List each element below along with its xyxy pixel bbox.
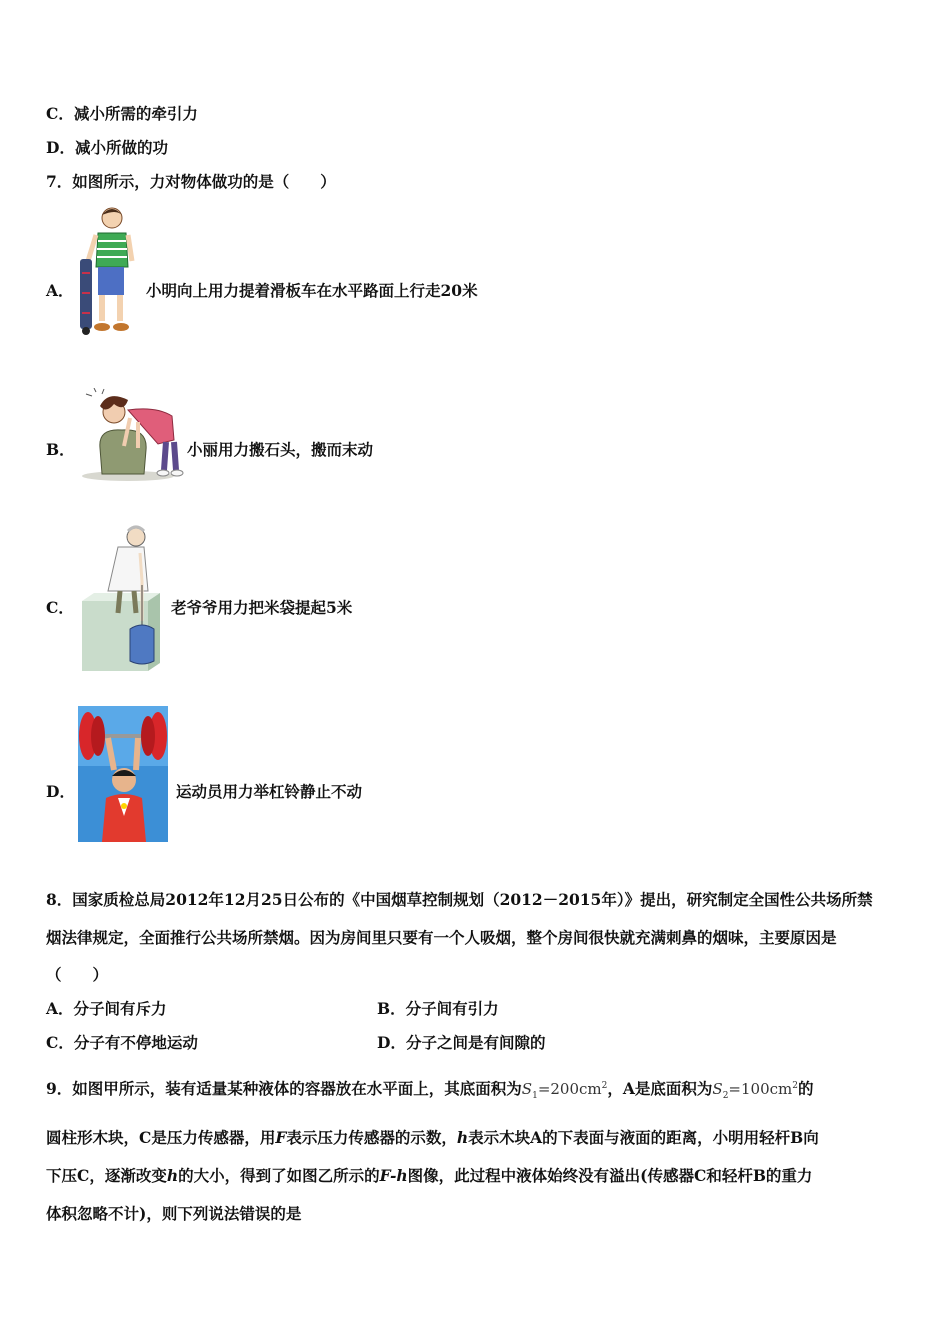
q9-line3-text-b: 的大小，得到了如图乙所示的 — [178, 1166, 380, 1185]
q9-line1 — [46, 1077, 814, 1101]
prev-option-c: C．减小所需的牵引力 — [46, 104, 198, 123]
q8-option-c: C．分子有不停地运动 — [46, 1033, 198, 1052]
q8-option-a: A．分子间有斥力 — [46, 999, 167, 1018]
q9-line2-text-a: 圆柱形木块，C是压力传感器，用 — [46, 1128, 276, 1147]
weightlifter-image — [78, 706, 168, 842]
s1-symbol: S — [521, 1080, 533, 1098]
q9-line4: 体积忽略不计)，则下列说法错误的是 — [46, 1204, 302, 1223]
s2-superscript: 2 — [792, 1081, 798, 1091]
var-F: F — [275, 1128, 287, 1147]
q8-option-b: B．分子间有引力 — [377, 999, 499, 1018]
boy-with-scooter-image — [78, 203, 140, 343]
q9-line2-text-c: 表示木块A的下表面与液面的距离，小明用轻杆B向 — [468, 1128, 819, 1147]
q8-stem-line2: 烟法律规定，全面推行公共场所禁烟。因为房间里只要有一个人吸烟，整个房间很快就充满刺鼻的烟味，主要原因是 — [46, 928, 837, 947]
q7-option-b-text: 小丽用力搬石头，搬而末动 — [187, 440, 374, 459]
var-h-2: h — [166, 1166, 179, 1185]
q9-line3-text-a: 下压C，逐渐改变 — [46, 1166, 167, 1185]
s2-symbol: S — [712, 1080, 723, 1098]
q8-option-d: D．分子之间是有间隙的 — [377, 1033, 546, 1052]
q9-line1-text-b: ，A是底面积为 — [607, 1079, 713, 1098]
q7-option-c-text: 老爷爷用力把米袋提起5米 — [171, 598, 353, 617]
var-h: h — [456, 1128, 469, 1147]
s1-superscript: 2 — [601, 1081, 608, 1091]
var-F-h: F-h — [379, 1166, 408, 1185]
q9-line1-text-a: 9．如图甲所示，装有适量某种液体的容器放在水平面上，其底面积为 — [46, 1079, 522, 1098]
q7-option-b-letter: B． — [46, 440, 75, 459]
q7-option-a-text: 小明向上用力提着滑板车在水平路面上行走20米 — [146, 281, 478, 300]
s2-value: =100cm — [728, 1080, 793, 1098]
q7-option-d-text: 运动员用力举杠铃静止不动 — [176, 782, 363, 801]
q7-option-a-letter: A． — [46, 281, 74, 300]
s2-formula — [712, 1080, 798, 1101]
s1-formula — [521, 1080, 608, 1101]
q9-line1-text-c: 的 — [797, 1079, 814, 1098]
girl-pushing-stone-image — [78, 388, 184, 484]
prev-option-d: D．减小所做的功 — [46, 138, 168, 157]
q7-stem: 7．如图所示，力对物体做功的是（ ） — [46, 172, 336, 191]
s2-subscript: 2 — [722, 1091, 729, 1101]
old-man-lifting-rice-bag-image — [78, 525, 164, 673]
q9-line2 — [46, 1126, 819, 1148]
q8-stem-line3: （ ） — [46, 965, 109, 984]
q9-line3 — [46, 1164, 812, 1186]
q9-line2-text-b: 表示压力传感器的示数， — [286, 1128, 457, 1147]
q7-option-d-letter: D． — [46, 782, 75, 801]
s1-value: =200cm — [537, 1080, 602, 1098]
q7-option-c-letter: C． — [46, 598, 74, 617]
s1-subscript: 1 — [532, 1091, 538, 1101]
q9-line3-text-c: 图像，此过程中液体始终没有溢出(传感器C和轻杆B的重力 — [407, 1166, 813, 1185]
q8-stem-line1: 8．国家质检总局2012年12月25日公布的《中国烟草控制规划（2012－2015年）》提出，研究制定全国性公共场所禁 — [46, 890, 873, 909]
